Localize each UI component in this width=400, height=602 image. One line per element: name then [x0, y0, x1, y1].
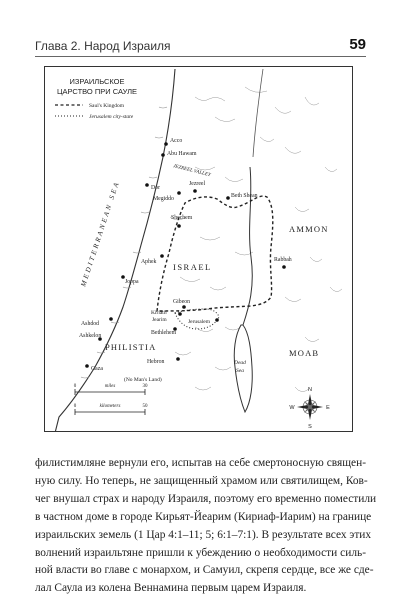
region-israel: ISRAEL: [173, 262, 212, 272]
dead-sea-label-2: Sea: [236, 368, 244, 374]
dead-sea-label-1: Dead: [234, 360, 246, 366]
city-beth-shean: Beth Shean: [231, 193, 258, 199]
city-gaza: Gaza: [91, 366, 103, 372]
city-megiddo: Megiddo: [153, 196, 174, 202]
city-jezreel: Jezreel: [189, 181, 206, 187]
city-dor: Dor: [151, 185, 161, 191]
body-line: лал Саула из колена Веннамина первым царем Израиля.: [35, 582, 307, 595]
city-shechem: Shechem: [171, 215, 193, 221]
city-gibeon: Gibeon: [173, 299, 191, 305]
body-line: ную силу. Но теперь, не защищенный храмом или святилищем, Ков-: [35, 474, 368, 487]
body-line: волнений израильтяне пришли к убеждению о необходимости силь-: [35, 546, 366, 559]
body-line: чег внушал страх и народу Израиля, поэтому его временно поместили: [35, 492, 377, 505]
scale-miles-zero: 0: [73, 384, 77, 389]
scale-km-zero: 0: [73, 404, 77, 409]
sauls-kingdom-boundary: [157, 196, 273, 311]
city-dot-megiddo: [177, 191, 181, 195]
body-line: филистимляне вернули его, испытав на себе смертоносную священ-: [35, 457, 366, 469]
city-bethlehem: Bethlehem: [151, 330, 177, 336]
terrain-hatching: [170, 87, 342, 392]
map-canvas: [45, 67, 353, 432]
region-ammon: AMMON: [289, 224, 329, 234]
compass-e: E: [326, 405, 330, 411]
no-mans-land-label: (No Man's Land): [124, 377, 162, 383]
city-dot-beth-shean: [226, 196, 230, 200]
city-rabbah: Rabbah: [274, 257, 292, 263]
scale-miles-label: miles: [104, 384, 116, 389]
city-dots: [85, 142, 286, 368]
compass-w: W: [289, 405, 295, 411]
city-dot-ashdod: [109, 317, 113, 321]
header-rule: [35, 56, 366, 57]
city-ashkelon: Ashkelon: [79, 333, 102, 339]
city-abu-hawam: Abu Hawam: [167, 151, 197, 157]
legend-city-state-label: Jerusalem city-state: [89, 114, 134, 120]
body-paragraph: [35, 455, 377, 598]
jordan-river: [243, 167, 252, 325]
body-line: в частном доме в городе Кирьят-Йеарим (Кириаф-Иарим) на границе: [35, 510, 372, 523]
city-joppa: Joppa: [125, 279, 139, 285]
city-kiriath-2: Jearim: [152, 317, 167, 323]
compass-rose: [297, 394, 323, 420]
city-dot-aphek: [160, 254, 164, 258]
scale-miles-max: 30: [142, 384, 148, 389]
compass-s: S: [308, 424, 312, 430]
upper-jordan: [253, 69, 263, 157]
chapter-header: Глава 2. Народ Израиля: [35, 39, 171, 53]
map-title-line2: ЦАРСТВО ПРИ САУЛЕ: [56, 87, 138, 96]
city-dot-hebron: [176, 357, 180, 361]
city-jerusalem: Jerusalem: [188, 319, 210, 325]
city-acco: Acco: [170, 138, 183, 144]
city-dot-acco: [164, 142, 168, 146]
legend-kingdom-label: Saul's Kingdom: [89, 103, 125, 109]
body-line: ной власти во главе с монархом, и Самуил, скрепя сердце, все же сде-: [35, 564, 374, 577]
city-dot-rabbah: [282, 265, 286, 269]
city-dot-abu-hawam: [161, 153, 165, 157]
city-dot-kiriath-jearim: [178, 312, 182, 316]
body-line: израильских земель (1 Цар 4:1–11; 5; 6:1–7:1). В результате всех этих: [35, 528, 372, 541]
city-aphek: Aphek: [141, 259, 157, 265]
scale-km-label: kilometers: [99, 404, 121, 409]
compass-n: N: [308, 387, 312, 393]
scale-bar: [75, 389, 145, 415]
city-dot-gibeon: [182, 305, 186, 309]
city-hebron: Hebron: [147, 359, 165, 365]
map-title-line1: ИЗРАИЛЬСКОЕ: [69, 77, 125, 86]
jezreel-valley-label: JEZREEL VALLEY: [172, 164, 211, 179]
page-number: 59: [349, 36, 366, 53]
city-dot-jerusalem: [215, 318, 219, 322]
city-dot-dor: [145, 183, 149, 187]
city-kiriath-1: Kiriath: [151, 310, 167, 316]
city-dot-shechem: [177, 224, 181, 228]
region-moab: MOAB: [289, 348, 320, 358]
city-ashdod: Ashdod: [81, 321, 100, 327]
region-philistia: PHILISTIA: [105, 342, 157, 352]
city-dot-gaza: [85, 364, 89, 368]
scale-km-max: 50: [142, 404, 148, 409]
city-dot-jezreel: [193, 189, 197, 193]
sea-label: MEDITERRANEAN SEA: [79, 179, 122, 288]
map-figure: [44, 66, 353, 432]
